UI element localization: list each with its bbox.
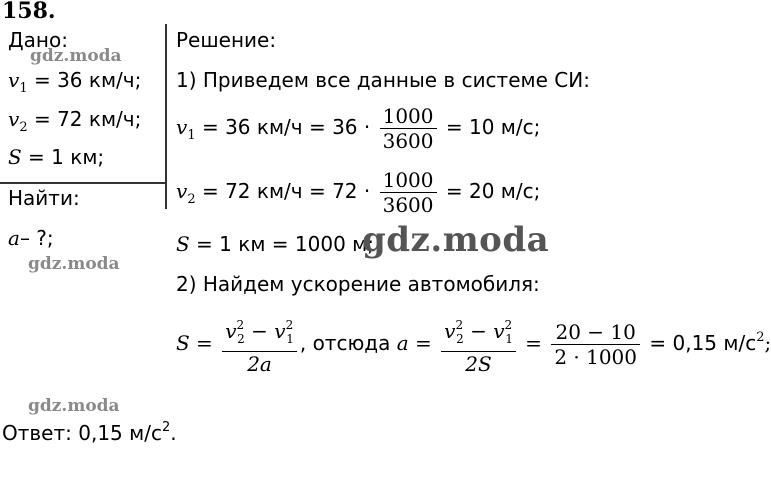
find-rest: – ?; [19,226,54,250]
formula-fraction-2-numerator: $v^2_2 - v^2_1$ [444,318,513,346]
solution-step2: 2) Найдем ускорение автомобиля: [176,272,540,296]
line-v2-index: 2 [187,192,196,207]
line-v2-fraction [380,168,437,217]
line-v1-rhs: = 10 м/с; [439,115,541,139]
formula-fraction-1 [222,313,297,376]
line-v2-denominator: 3600 [380,192,437,217]
answer-text: Ответ: 0,15 м/с [2,421,162,445]
given-v1-index: 1 [19,81,28,96]
line-s-symbol: S [176,232,190,256]
given-divider-horizontal [0,182,166,184]
line-v2-symbol: v [176,179,188,203]
formula-eq3: = [518,331,549,355]
formula-fraction-2-denominator: 2S [441,351,516,376]
line-v1-symbol: v [176,115,188,139]
given-s-value: = 1 км; [21,145,105,169]
formula-eq2: = [408,331,439,355]
line-v1-lhs: = 36 км/ч = 36 · [195,115,371,139]
watermark-logo-large: gdz.moda [362,220,550,260]
formula-fraction-1-denominator: 2a [222,351,297,376]
find-symbol: a [8,226,20,250]
line-v2-lhs: = 72 км/ч = 72 · [195,179,371,203]
find-target [8,226,54,250]
formula-s-symbol: S [176,331,190,355]
formula-otsyuda: , отсюда [299,331,397,355]
formula-a-symbol: a [396,331,409,355]
line-v2-numerator: 1000 [382,168,434,192]
given-s-symbol: S [8,145,22,169]
given-v2-value: = 72 км/ч; [27,107,142,131]
formula-fraction-3-numerator: 20 − 10 [555,320,636,344]
solution-step1: 1) Приведем все данные в системе СИ: [176,68,590,92]
find-heading: Найти: [8,186,80,210]
given-v2-symbol: v [8,107,20,131]
given-v1-value: = 36 км/ч; [27,68,142,92]
given-v1-symbol: v [8,68,20,92]
solution-formula [176,313,771,376]
line-v1-index: 1 [187,128,196,143]
solution-line-s [176,232,374,256]
formula-fraction-1-numerator: $v^2_2 - v^2_1$ [225,318,294,346]
given-v2 [8,107,141,135]
formula-end: ; [764,331,771,355]
formula-fraction-2 [441,313,516,376]
answer-end: . [170,421,177,445]
formula-result-exponent: 2 [756,330,765,345]
watermark-logo: gdz.moda [28,396,120,416]
line-v1-numerator: 1000 [382,104,434,128]
formula-result: = 0,15 м/с [643,331,757,355]
problem-number: 158. [2,0,56,24]
line-v2-rhs: = 20 м/с; [439,179,541,203]
line-v1-fraction [380,104,437,153]
given-v2-index: 2 [19,120,28,135]
solution-line-v1 [176,104,540,153]
answer-exponent: 2 [161,420,171,435]
given-heading: Дано: [8,28,68,52]
answer [2,420,177,445]
formula-eq: = [189,331,220,355]
given-v1 [8,68,141,96]
line-s-value: = 1 км = 1000 м; [189,232,374,256]
solution-heading: Решение: [176,28,277,52]
given-s [8,145,104,169]
formula-fraction-3-denominator: 2 · 1000 [551,344,640,369]
solution-line-v2 [176,168,540,217]
watermark-logo: gdz.moda [30,46,122,66]
line-v1-denominator: 3600 [380,128,437,153]
watermark-logo: gdz.moda [28,254,120,274]
formula-fraction-3 [551,320,640,369]
